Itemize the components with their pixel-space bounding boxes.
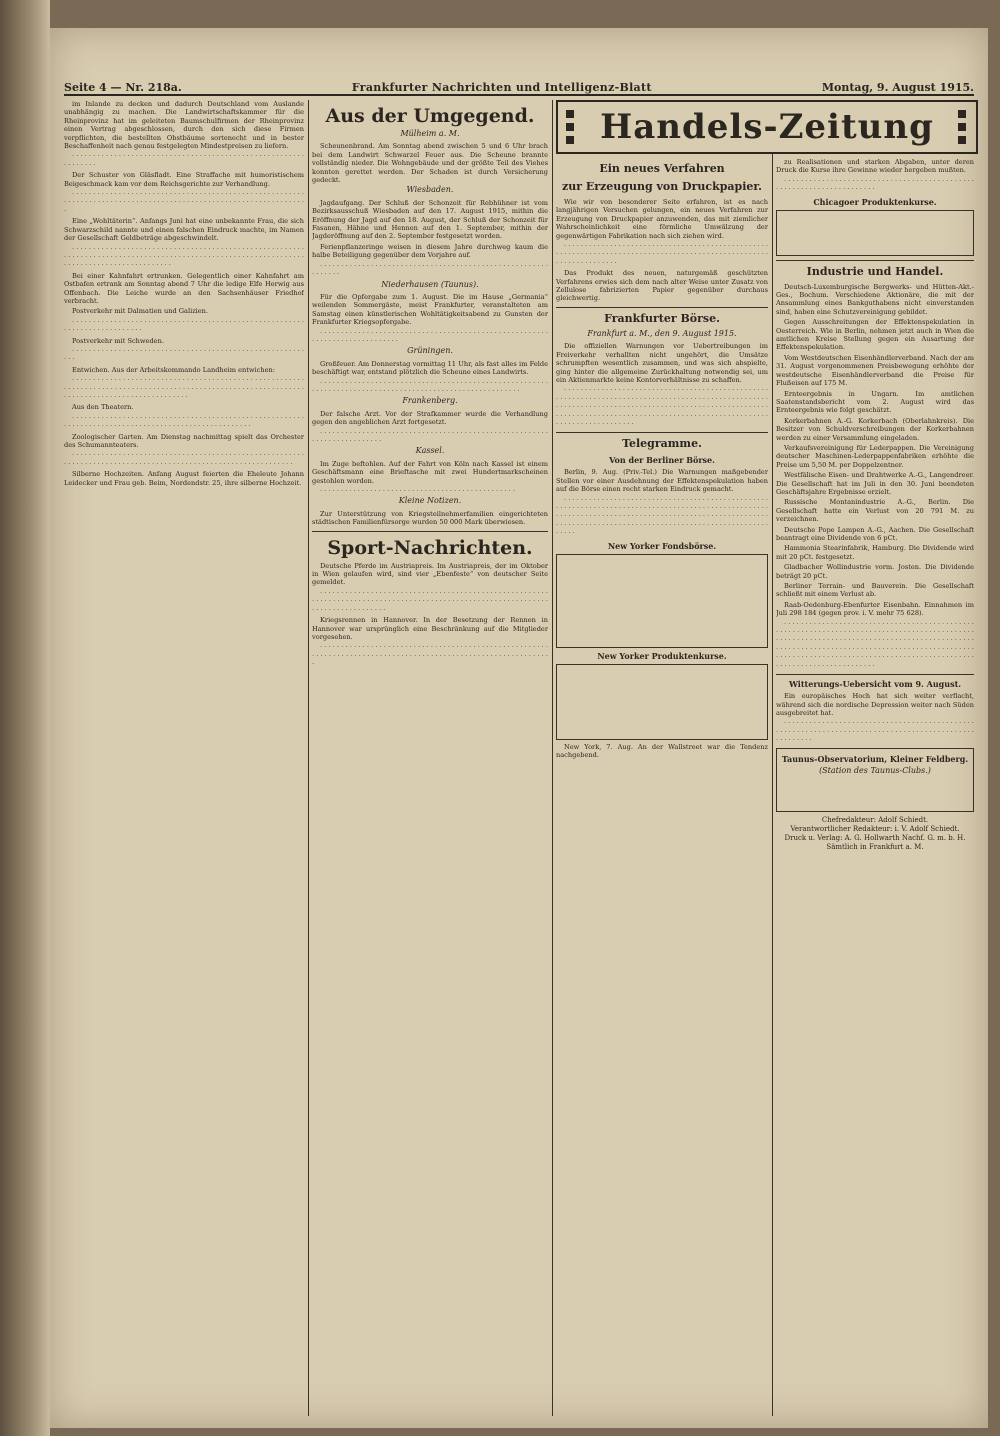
article-paragraph: Eine „Wohltäterin“. Anfangs Juni hat eine unbekannte Frau, die sich Schwarzschild nannte und einen falschen Eindruck machte, im Namen der Gesellschaft Geldbeträge abgeschwindelt. bbox=[64, 217, 304, 243]
location-heading: Frankenberg. bbox=[402, 396, 458, 406]
article-paragraph-filler: · · · · · · · · · · · · · · · · · · · · · · · · · · · · · · · · · · · · · · · · · · · · · · · · · · · · · · · · · · · · · · · · · · · · · · · · · · · · · · · · · · · · · · · · · · · · · · · · · · · · · · · · · · · · · · · · · · · bbox=[556, 242, 768, 267]
column-3 bbox=[556, 158, 768, 1416]
article-paragraph: Gegen Ausschreitungen der Effektenspekulation in Oesterreich. Wie in Berlin, nehmen jetzt auch in Wien die amtlichen Kreise Stellung gegen ein Ausartung der Effektenspekulation. bbox=[776, 318, 974, 352]
article-paragraph-filler: · · · · · · · · · · · · · · · · · · · · · · · · · · · · · · · · · · · · · · · · · · · · · · · · · · · · · · · · · · · · · · · · · · · · · · · · · · · · · · · · · · · · · · · · · · · · · · · · · · · · · · · · · · · · · · · bbox=[312, 643, 548, 669]
handels-zeitung-banner bbox=[556, 100, 978, 154]
commodity-table bbox=[556, 664, 768, 740]
article-paragraph: Ernteergebnis in Ungarn. Im amtlichen Saatenstandsbericht vom 2. August wird das Ernteergebnis wie folgt geschätzt. bbox=[776, 389, 974, 415]
article-paragraph: Entwichen. Aus der Arbeitskommando Landheim entwichen: bbox=[72, 365, 275, 374]
article-paragraph: Jagdaufgang. Der Schluß der Schonzeit für Rebhühner ist vom Bezirksausschuß Wiesbaden auf den 17. August 1915, mithin die Eröffnung der Jagd auf den 18. August, der Schluß der Schonzeit für Fasanen, Hähne und Hennen auf den 1. September, mithin der Jagderöffnung auf den 2. September festgesetzt worden. bbox=[312, 198, 548, 241]
imprint-line: Verantwortlicher Redakteur: i. V. Adolf Schiedt. bbox=[790, 824, 960, 833]
article-paragraph-filler: · · · · · · · · · · · · · · · · · · · · · · · · · · · · · · · · · · · · · · · · · · · · · · · · · · · · · · · · · · · · · · · · · · · · · bbox=[776, 176, 974, 194]
article-paragraph: Raab-Oedenburg-Ebenfurter Eisenbahn. Einnahmen im Juli 298 184 (gegen prov. i. V. mehr 75 628). bbox=[776, 600, 974, 618]
stock-table bbox=[556, 554, 768, 648]
article-paragraph: Berlin, 9. Aug. (Priv.-Tel.) Die Warnungen maßgebender Stellen vor einer Ausdehnung der Effektenspekulation haben auf die Börse einen recht starken Eindruck gemacht. bbox=[556, 468, 768, 494]
article-paragraph: Russische Montanindustrie A.-G., Berlin. Die Gesellschaft hatte ein Verlust von 20 791 M. zu verzeichnen. bbox=[776, 498, 974, 524]
column-1 bbox=[64, 100, 304, 1416]
article-paragraph: Kriegsrennen in Hannover. In der Besetzung der Rennen in Hannover war ursprünglich eine Beschränkung auf die Mitglieder vorgesehen. bbox=[312, 616, 548, 641]
imprint-line: Sämtlich in Frankfurt a. M. bbox=[826, 842, 924, 851]
article-paragraph-filler: · · · · · · · · · · · · · · · · · · · · · · · · · · · · · · · · · · · · · · · · · · · · · · · · · · · · · · · · · · · · · · · · · · · · · · · · · · · · · · · · · · · · · · · · · · · · · · · · · · · · · · · · bbox=[312, 378, 548, 395]
article-paragraph-filler: · · · · · · · · · · · · · · · · · · · · · · · · · · · · · · · · · · · · · · · · · · · · · · · · · · · · · · · · · · · · · · · bbox=[64, 152, 304, 169]
section-heading: Industrie und Handel. bbox=[806, 264, 944, 278]
article-paragraph: Vom Westdeutschen Eisenhändlerverband. Nach der am 31. August vorgenommenen Preisbewegung erhöhte der westdeutsche Eisenhändlerverband die Preise für Flußeisen auf 175 M. bbox=[776, 353, 974, 388]
masthead-page-number: Seite 4 — Nr. 218a. bbox=[64, 81, 182, 94]
article-subheading: Von der Berliner Börse. bbox=[609, 455, 715, 466]
section-heading: Sport-Nachrichten. bbox=[327, 536, 533, 559]
article-paragraph-filler: · · · · · · · · · · · · · · · · · · · · · · · · · · · · · · · · · · · · · · · · · · · · · · · · · · · · · · · · · · · · · · · · · · · · · · · · · · · · · · · · · · · · · · · · · · · · · · · · · · · · · · · · · · · · · · · · · · · · · · · · · · · · · · · · · · · · · · · · · · · · · · · · · · · · · · · · · · · · · · · · · · · · · · · · · · · · · · · · · · · · · · · · · · · · · · · · · · · · · · · · · · · · · · · · · · · · · · · · · · · · · bbox=[556, 386, 768, 428]
divider bbox=[776, 260, 974, 261]
location-heading: Wiesbaden. bbox=[406, 185, 454, 195]
imprint-line: Druck u. Verlag: A. G. Hollwarth Nachf. G. m. b. H. bbox=[784, 833, 966, 842]
article-heading: Ein neues Verfahren bbox=[599, 162, 725, 175]
article-paragraph: Aus den Theatern. bbox=[72, 403, 134, 412]
article-paragraph: Das Produkt des neuen, naturgemäß geschützten Verfahrens erwies sich dem nach alter Weise unter Zusatz von Zellulose fabrizierten Papier gegenüber durchaus gleichwertig. bbox=[556, 269, 768, 303]
article-paragraph: Für die Opfergabe zum 1. August. Die im Hause „Germania“ weilenden Sommergäste, meist Frankfurter, veranstalteten am Samstag einen künstlerischen Wohltätigkeitsabend zu Gunsten der Frankfurter Kriegsopfergabe. bbox=[312, 292, 548, 327]
article-paragraph: Der Schuster von Gläsfladt. Eine Straffache mit humoristischem Beigeschmack kam vor dem Reichsgerichte zur Verhandlung. bbox=[64, 171, 304, 188]
article-paragraph-filler: · · · · · · · · · · · · · · · · · · · · · · · · · · · · · · · · · · · · · · · · · · · · · · · · · · · · · · · · · · · · · · · · · · · · · · · · · · · · · · · · · · · · · · · · · · · · · · · · · · · · · · · · · · · · · · · · · · · · · · · · · · · · · · · · · · · · · · · · · · bbox=[64, 244, 304, 270]
article-heading: zur Erzeugung von Druckpapier. bbox=[561, 180, 762, 193]
section-heading: Aus der Umgegend. bbox=[325, 105, 535, 127]
weather-table bbox=[779, 779, 971, 809]
chicago-table bbox=[776, 210, 974, 256]
article-paragraph: Ein europäisches Hoch hat sich weiter verflacht, während sich die nordische Depression weiter nach Süden ausgebreitet hat. bbox=[776, 692, 974, 717]
article-paragraph: Postverkehr mit Schweden. bbox=[72, 336, 164, 345]
banner-ornament bbox=[958, 110, 968, 144]
article-paragraph-filler: · · · · · · · · · · · · · · · · · · · · · · · · · · · · · · · · · · · · · · · · · · · · · · · · · · · · · · · · · · · · · · · · · · · · · · · · · · · · · · · · · · · · · · · · · · · · · · · · · · · · · · · · · · · · · · · · · · · · · · · · · · · · · · · · bbox=[312, 588, 548, 614]
article-paragraph-filler: · · · · · · · · · · · · · · · · · · · · · · · · · · · · · · · · · · · · · · · · · · · · · · · · · · · · · · · · · · bbox=[64, 346, 304, 364]
imprint bbox=[776, 816, 974, 852]
article-paragraph: Scheunenbrand. Am Sonntag abend zwischen 5 und 6 Uhr brach bei dem Landwirt Schwarzel Feuer aus. Die Scheune brannte vollständig nieder. Die Wohngebäude und der größte Teil des Viehes konnten gerettet werden. Der Schaden ist durch Versicherung gedeckt. bbox=[312, 142, 548, 185]
article-paragraph: Berliner Terrain- und Bauverein. Die Gesellschaft schließt mit einem Verlust ab. bbox=[776, 582, 974, 599]
article-paragraph: Bei einer Kahnfahrt ertrunken. Gelegentlich einer Kahnfahrt am Ostbafen ertrank am Sonntag abend 7 Uhr die ledige Elfe Herwig aus Offenbach. Die Leiche wurde an den Sachsenhäuser Friedhof verbracht. bbox=[64, 271, 304, 305]
column-divider bbox=[552, 100, 553, 1416]
article-heading: Frankfurter Börse. bbox=[604, 311, 720, 325]
divider bbox=[556, 307, 768, 308]
weather-box bbox=[776, 748, 974, 812]
masthead bbox=[64, 72, 974, 96]
divider bbox=[776, 674, 974, 675]
table-heading: New Yorker Produktenkurse. bbox=[597, 650, 727, 661]
article-paragraph: Deutsche Pferde im Austriapreis. Im Austriapreis, der im Oktober in Wien gelaufen wird, sind vier „Ebenfeste“ von deutscher Seite gemeldet. bbox=[312, 561, 548, 587]
article-paragraph: Deutsche Pope Lampen A.-G., Aachen. Die Gesellschaft beantragt eine Dividende von 6 pCt. bbox=[776, 525, 974, 542]
article-paragraph: Zur Unterstützung von Kriegsteilnehmerfamilien eingerichteten städtischen Familienfürsorge wurden 50 000 Mark überwiesen. bbox=[312, 509, 548, 527]
location-heading: Kleine Notizen. bbox=[398, 496, 462, 506]
article-paragraph-filler: · · · · · · · · · · · · · · · · · · · · · · · · · · · · · · · · · · · · · · · · · · · · · · · · · · · · · · · · · · · · · · · · · · · · · · · · · · · · · · · · · · · · · · · · · · · · · · · · · · · · · bbox=[776, 719, 974, 745]
article-paragraph-filler: · · · · · · · · · · · · · · · · · · · · · · · · · · · · · · · · · · · · · · · · · · · · · · · · · · · · · · · · · · · · · · · · · · · · · · · · · · · · · · · · · · · · · · · · · · · · · · · · · · · · · · · · · · · · · · bbox=[64, 451, 304, 468]
article-paragraph: Korkerbahnen A.-G. Korkerbach (Oberlahnkreis). Die Besitzer von Schuldverschreibungen der Korkerbahnen werden zu einer Versammlung eingeladen. bbox=[776, 416, 974, 442]
dateline: Frankfurt a. M., den 9. August 1915. bbox=[587, 328, 737, 338]
divider bbox=[312, 531, 548, 532]
article-paragraph: Gladbacher Wollindustrie vorm. Josten. Die Dividende beträgt 20 pCt. bbox=[776, 563, 974, 580]
article-paragraph: Der falsche Arzt. Vor der Strafkammer wurde die Verhandlung gegen den angeblichen Arzt fortgesetzt. bbox=[312, 409, 548, 427]
article-paragraph: Wie wir von besonderer Seite erfahren, ist es nach langjährigen Versuchen gelungen, ein neues Verfahren zur Erzeugung von Druckpapier anzuwenden, das mit ziemlicher Wahrscheinlichkeit eine förmliche Umwälzung der gegenwärtigen Fabrikation nach sich ziehen wird. bbox=[556, 198, 768, 240]
location-heading: Grüningen. bbox=[407, 346, 453, 356]
observatory-subheading: (Station des Taunus-Clubs.) bbox=[819, 765, 931, 775]
article-paragraph: Silberne Hochzeiten. Anfang August feierten die Eheleute Johann Leidecker und Frau geb. Beim, Nordendstr. 25, ihre silberne Hochzeit. bbox=[64, 470, 304, 487]
divider bbox=[556, 432, 768, 433]
article-paragraph-filler: · · · · · · · · · · · · · · · · · · · · · · · · · · · · · · · · · · · · · · · · · · · · · · · · · · · · · · · · · · · · · · · · · · · · · · · · · · bbox=[64, 317, 304, 335]
article-paragraph: Zoologischer Garten. Am Dienstag nachmittag spielt das Orchester des Schumannteaters. bbox=[64, 432, 304, 450]
article-paragraph: Hammonia Stearinfabrik, Hamburg. Die Dividende wird mit 20 pCt. festgesetzt. bbox=[776, 544, 974, 561]
article-paragraph-filler: · · · · · · · · · · · · · · · · · · · · · · · · · · · · · · · · · · · · · · · · · · · · · · · · · · · · · · · · · · · · · · · · · · · · · · · · · · · · · · · · · · · · · · · · · · · · · · · · · · · · · · · · · · · · · · · · · bbox=[64, 190, 304, 215]
article-paragraph: Verkaufsvereinigung für Lederpappen. Die Vereinigung deutscher Maschinen-Lederpappenfabriken erhöhte die Preise um 5,50 M. per Doppelzentner. bbox=[776, 443, 974, 469]
article-paragraph: im Inlande zu decken und dadurch Deutschland vom Auslande unabhängig zu machen. Die Landwirtschaftskammer für die Rheinprovinz hat im geleiteten Baumschulfirmen der Rheinprovinz einen Vertrag abgeschlossen, durch den sich diese Firmen verpflichten, die bestellten Obstbäume sortenecht und in bester Beschaffenheit nach genau festgelegten Mindestpreisen zu liefern. bbox=[64, 100, 304, 151]
location-heading: Mülheim a. M. bbox=[400, 129, 460, 138]
location-heading: Niederhausen (Taunus). bbox=[381, 279, 479, 289]
column-divider bbox=[308, 100, 309, 1416]
masthead-date: Montag, 9. August 1915. bbox=[821, 81, 974, 94]
article-paragraph: Die offiziellen Warnungen vor Uebertreibungen im Freiverkehr verhallten nicht ungehört, die Umsätze schrumpften wesentlich zusammen, und was sich abspielte, ging hinter die allgemeine Zurückhaltung notwendig sei, um ein Aktienmarkte keine Kontorverhältnisse zu schaffen. bbox=[556, 342, 768, 384]
article-paragraph: Ferienpflanzeringe weisen in diesem Jahre durchweg kaum die halbe Beteiligung gegenüber dem Vorjahre auf. bbox=[312, 242, 548, 260]
article-paragraph: New York, 7. Aug. An der Wallstreet war die Tendenz nachgebend. bbox=[556, 742, 768, 759]
article-paragraph: Im Zuge beftohlen. Auf der Fahrt von Köln nach Kassel ist einem Geschäftsmann eine Brieftasche mit zwei Hundertmarkscheinen gestohlen worden. bbox=[312, 459, 548, 485]
location-heading: Kassel. bbox=[415, 446, 445, 456]
table-heading: New Yorker Fondsbörse. bbox=[607, 540, 717, 551]
article-paragraph: Großfeuer. Am Donnerstag vormittag 11 Uhr, als fast alles im Felde beschäftigt war, entstand plötzlich die Scheune eines Landwirts. bbox=[312, 359, 548, 377]
book-binding bbox=[0, 0, 50, 1436]
article-paragraph-filler: · · · · · · · · · · · · · · · · · · · · · · · · · · · · · · · · · · · · · · · · · · · · · · · · · · · · · · · · · · · · · · · · · · · · · · · · · · · · · · · · · · · · · · · · · · · · · · · · · · · · bbox=[64, 413, 304, 431]
article-paragraph: Postverkehr mit Dalmatien und Galizien. bbox=[72, 307, 209, 316]
article-paragraph-filler: · · · · · · · · · · · · · · · · · · · · · · · · · · · · · · · · · · · · · · · · · · · · · · · · · · · · · · · · · · · · · · · · · · · · · · · · · · · · · · · · · · · · · · · · · · · · · · · · · · · · · · · · · · · · · · · · · · · · · · · · · · · · · · · · · · · · · · · · · · · · · · · · · · · · · · · · · · · · · · · · · · · · · · · · · · · · · · · · · · · · · · · · · · · · · · · · · · · · · · · · · · · · · · · bbox=[556, 495, 768, 538]
article-paragraph-filler: · · · · · · · · · · · · · · · · · · · · · · · · · · · · · · · · · · · · · · · · · · · · · · · · · · · · · · · · · · · · · bbox=[312, 261, 548, 279]
article-paragraph-filler: · · · · · · · · · · · · · · · · · · · · · · · · · · · · · · · · · · · · · · · · · · · · · · · · · · · · · · · · · · · · · · · · · · · · · · · · · · · · · · · · · · · · · · · · · · · · · · · · · · · · · · · · · · · · · · · · · · · · · · · · · · · · · · · · · · · · · · · · · · · · · · bbox=[64, 376, 304, 401]
imprint-line: Chefredakteur: Adolf Schiedt. bbox=[821, 815, 929, 824]
column-divider bbox=[772, 154, 773, 1416]
column-2 bbox=[312, 100, 548, 1416]
article-heading: Witterungs-Uebersicht vom 9. August. bbox=[788, 679, 962, 690]
article-paragraph-filler: · · · · · · · · · · · · · · · · · · · · · · · · · · · · · · · · · · · · · · · · · · · · · · · · · · · · · · · · · · · · · · · · · · · · · · · bbox=[312, 428, 548, 445]
article-paragraph-filler: · · · · · · · · · · · · · · · · · · · · · · · · · · · · · · · · · · · · · · · · · · · · · · · bbox=[320, 487, 515, 496]
article-paragraph: Deutsch-Luxemburgische Bergwerks- und Hütten-Akt.-Ges., Bochum. Verschiedene Aktionäre, die mit der Ansammlung eines Bankguthabens nicht einverstanden sind, haben eine Schutzvereinigung gebildet. bbox=[776, 282, 974, 316]
article-paragraph: zu Realisationen und starken Abgaben, unter deren Druck die Kurse ihre Gewinne wieder hergeben mußten. bbox=[776, 158, 974, 175]
article-paragraph-filler: · · · · · · · · · · · · · · · · · · · · · · · · · · · · · · · · · · · · · · · · · · · · · · · · · · · · · · · · · · · · · · · · · · · · · · · · · · · · · · · · · · · · · · · · · · · · · · · · · · · · · · · · · · · · · · · · · · · · · · · · · · · · · · · · · · · · · · · · · · · · · · · · · · · · · · · · · · · · · · · · · · · · · · · · · · · · · · · · · · · · · · · · · · · · · · · · · · · · · · · · · · · · · · · · · · · · · · · · · · · · · · · · · · · · · · · · · · · · · · · · · · · · · · · · · · · · · · · · · bbox=[776, 619, 974, 670]
table-heading: Chicagoer Produktenkurse. bbox=[813, 196, 937, 207]
newspaper-page bbox=[50, 28, 988, 1428]
banner-title: Handels-Zeitung bbox=[600, 107, 934, 147]
article-paragraph: Westfälische Eisen- und Drahtwerke A.-G., Langendreer. Die Gesellschaft hat im Juli in den 30. Juni beendeten Geschäftsjahre Ergebnisse erzielt. bbox=[776, 471, 974, 496]
masthead-title: Frankfurter Nachrichten und Intelligenz-Blatt bbox=[351, 81, 652, 94]
banner-ornament bbox=[566, 110, 576, 144]
article-paragraph-filler: · · · · · · · · · · · · · · · · · · · · · · · · · · · · · · · · · · · · · · · · · · · · · · · · · · · · · · · · · · · · · · · · · · · · · · · · · · · bbox=[312, 328, 548, 345]
observatory-heading: Taunus-Observatorium, Kleiner Feldberg. bbox=[781, 753, 969, 764]
article-heading: Telegramme. bbox=[622, 437, 702, 451]
column-4 bbox=[776, 158, 974, 1416]
